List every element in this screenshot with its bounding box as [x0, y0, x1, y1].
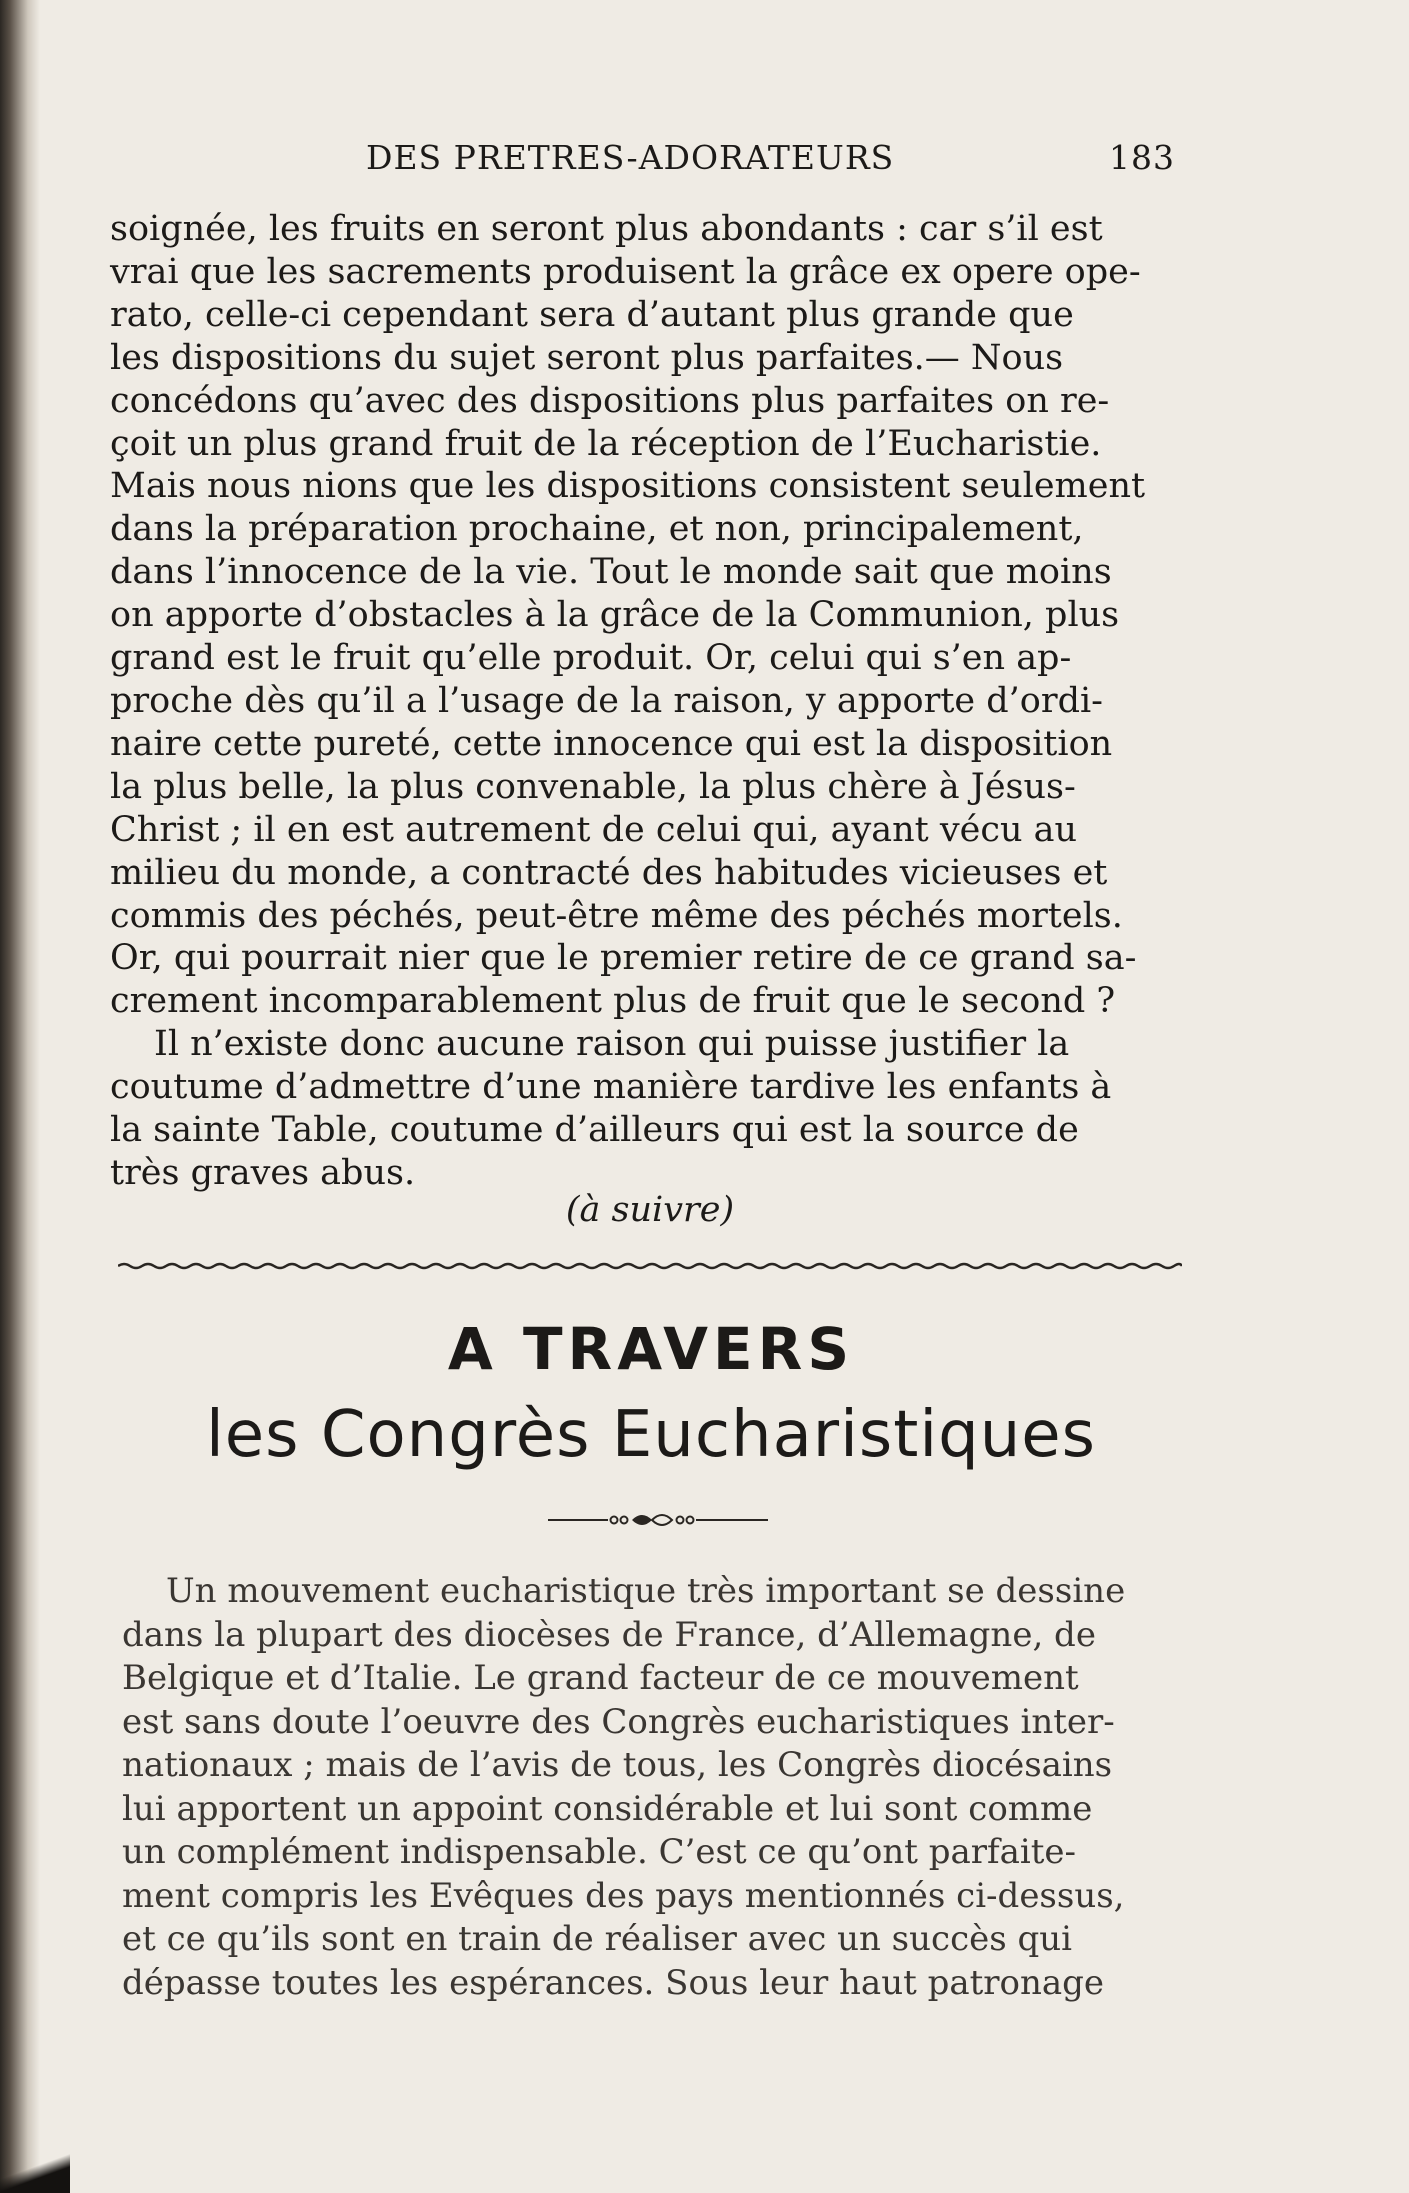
text-line: la plus belle, la plus convenable, la plus chère à Jésus-: [110, 766, 1076, 807]
text-line: les dispositions du sujet seront plus parfaites.— Nous: [110, 337, 1064, 378]
text-line: grand est le fruit qu’elle produit. Or, celui qui s’en ap-: [110, 638, 1072, 679]
text-line: milieu du monde, a contracté des habitudes vicieuses et: [110, 852, 1108, 893]
running-head: DES PRETRES-ADORATEURS: [366, 138, 895, 177]
text-line: Il n’existe donc aucune raison qui puisse justifier la: [154, 1024, 1070, 1065]
text-line: un complément indispensable. C’est ce qu’ont parfaite-: [122, 1832, 1077, 1872]
text-line: rato, celle-ci cependant sera d’autant plus grande que: [110, 294, 1074, 335]
article-2-title-line-2: les Congrès Eucharistiques: [205, 1398, 1097, 1472]
text-line: nationaux ; mais de l’avis de tous, les Congrès diocésains: [122, 1745, 1113, 1785]
to-be-continued-note: (à suivre): [565, 1190, 735, 1230]
text-line: coutume d’admettre d’une manière tardive les enfants à: [110, 1067, 1112, 1108]
page-corner-shadow: [0, 2153, 70, 2193]
text-line: crement incomparablement plus de fruit que le second ?: [110, 981, 1116, 1022]
text-line: dans la plupart des diocèses de France, d’Allemagne, de: [122, 1614, 1096, 1655]
text-line: dépasse toutes les espérances. Sous leur haut patronage: [122, 1962, 1105, 2003]
page-number: 183: [1109, 138, 1175, 177]
text-line: Mais nous nions que les dispositions consistent seulement: [110, 466, 1146, 507]
text-line: ment compris les Evêques des pays mentionnés ci-dessus,: [122, 1875, 1125, 1916]
text-line: vrai que les sacrements produisent la grâce ex opere ope-: [110, 251, 1141, 292]
section-divider-rule: [118, 1262, 1182, 1272]
text-line: Belgique et d’Italie. Le grand facteur de ce mouvement: [122, 1658, 1079, 1698]
text-line: la sainte Table, coutume d’ailleurs qui est la source de: [110, 1110, 1079, 1151]
text-line: concédons qu’avec des dispositions plus parfaites on re-: [110, 380, 1110, 421]
text-line: Or, qui pourrait nier que le premier retire de ce grand sa-: [110, 938, 1137, 979]
text-line: naire cette pureté, cette innocence qui est la disposition: [110, 723, 1113, 764]
text-line: dans l’innocence de la vie. Tout le monde sait que moins: [110, 552, 1112, 593]
text-line: lui apportent un appoint considérable et lui sont comme: [122, 1788, 1093, 1829]
page-header: [110, 128, 1180, 178]
text-line: soignée, les fruits en seront plus abondants : car s’il est: [110, 209, 1103, 249]
text-line: on apporte d’obstacles à la grâce de la Communion, plus: [110, 595, 1120, 636]
article-1-text: [110, 208, 1190, 1195]
article-2-text: [122, 1570, 1202, 2005]
text-line: Christ ; il en est autrement de celui qui, ayant vécu au: [110, 809, 1078, 850]
text-line: et ce qu’ils sont en train de réaliser avec un succès qui: [122, 1919, 1073, 1959]
text-line: Un mouvement eucharistique très important se dessine: [166, 1571, 1126, 1611]
text-line: çoit un plus grand fruit de la réception de l’Eucharistie.: [110, 423, 1102, 464]
text-line: dans la préparation prochaine, et non, principalement,: [110, 509, 1084, 550]
text-line: très graves abus.: [110, 1152, 416, 1193]
text-line: proche dès qu’il a l’usage de la raison, y apporte d’ordi-: [110, 680, 1103, 721]
title-ornament: [548, 1508, 768, 1532]
text-line: commis des péchés, peut-être même des péchés mortels.: [110, 895, 1123, 936]
book-spine-shadow: [0, 0, 40, 2193]
article-2-title-line-1: A TRAVERS: [447, 1315, 855, 1383]
text-line: est sans doute l’oeuvre des Congrès eucharistiques inter-: [122, 1701, 1115, 1742]
